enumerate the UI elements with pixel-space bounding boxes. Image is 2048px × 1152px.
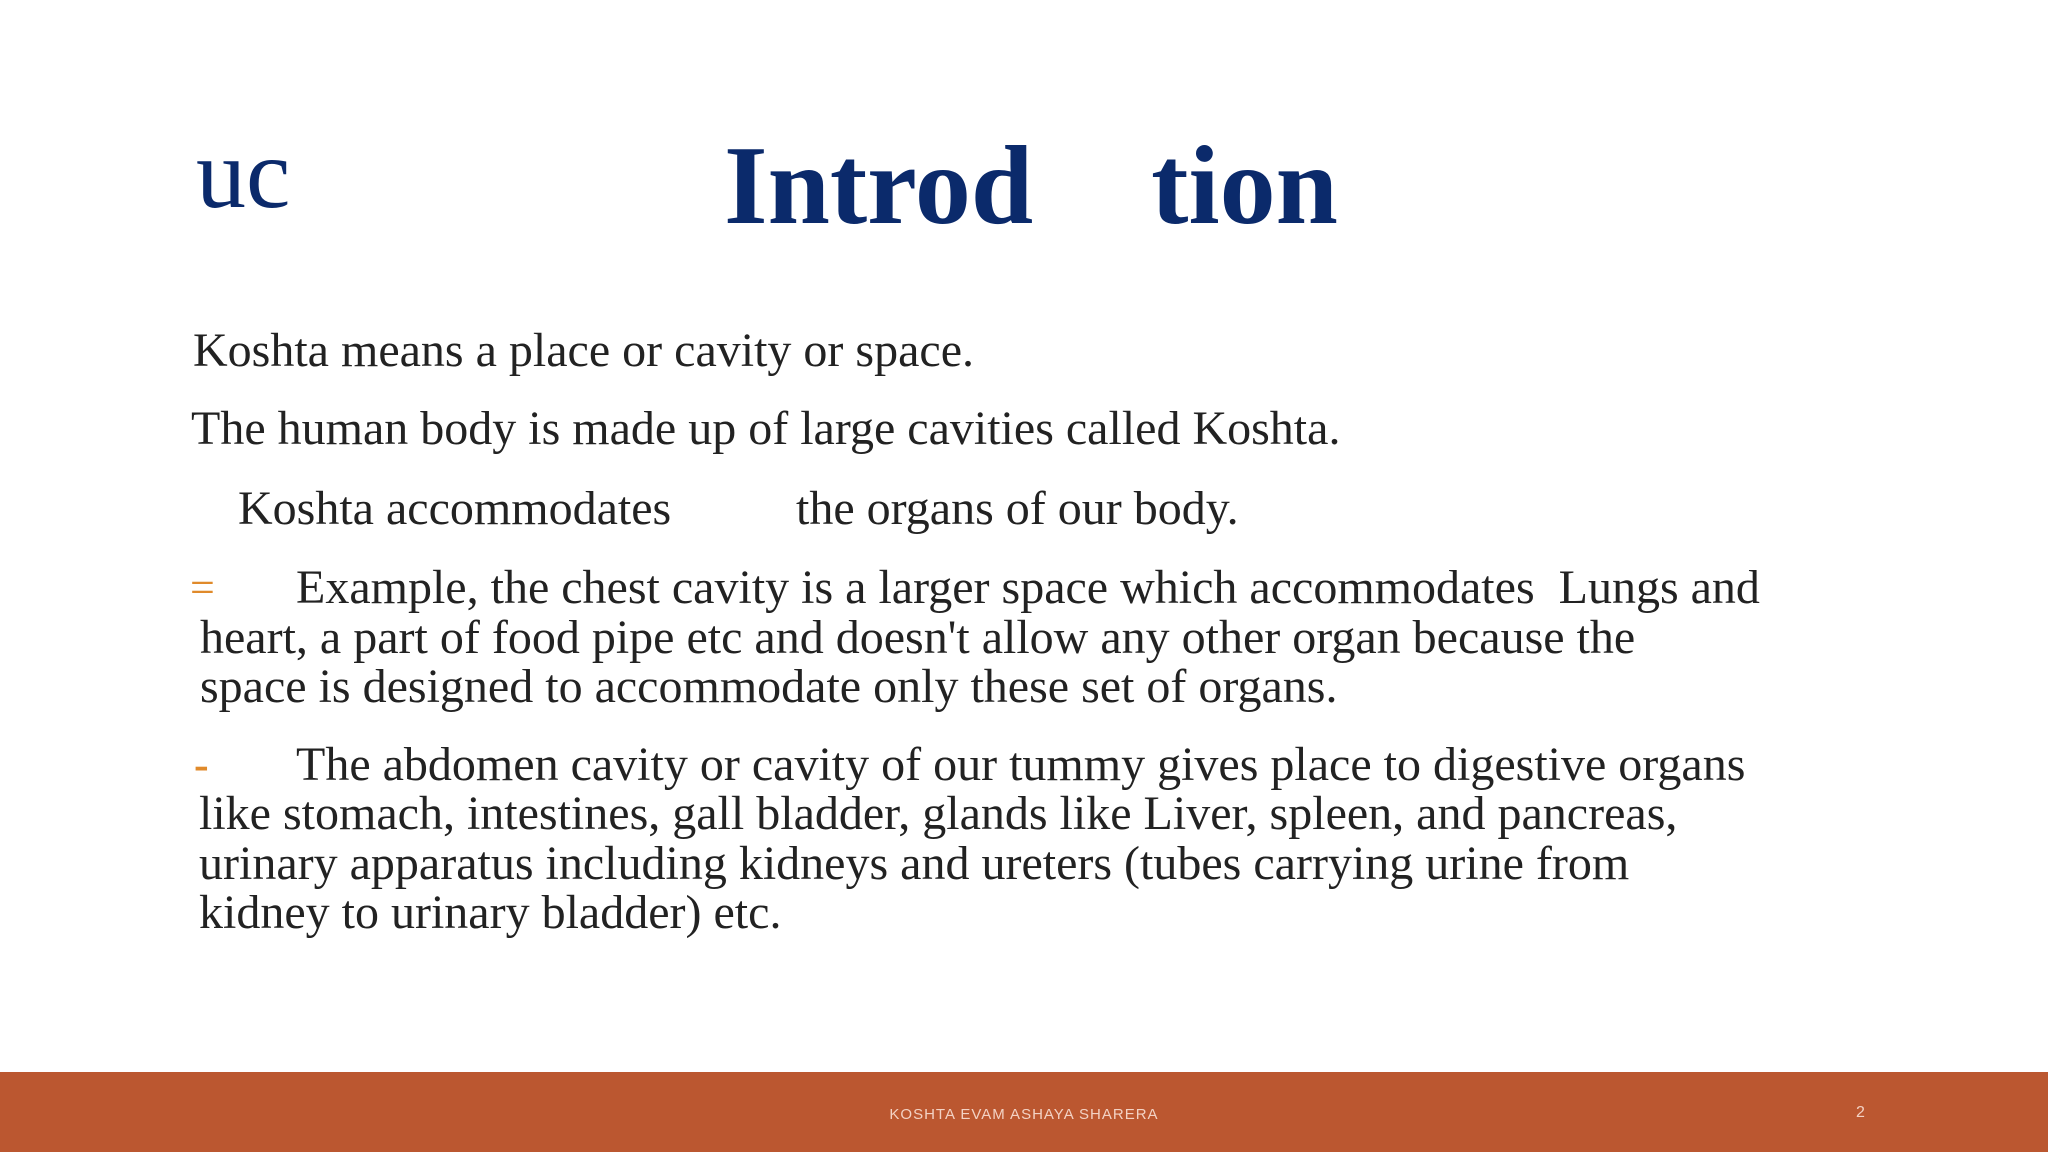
bullet-1-line-1: Example, the chest cavity is a larger space which accommodates Lungs and bbox=[296, 561, 1760, 614]
bullet-2-line-3: urinary apparatus including kidneys and ureters (tubes carrying urine from bbox=[199, 837, 1630, 890]
bullet-1-line-3: space is designed to accommodate only these set of organs. bbox=[200, 660, 1338, 713]
bullet-marker-1: = bbox=[190, 563, 215, 612]
page-number: 2 bbox=[1856, 1104, 1865, 1121]
bullet-2-line-1: The abdomen cavity or cavity of our tummy gives place to digestive organs bbox=[296, 738, 1746, 791]
paragraph-3b: the organs of our body. bbox=[796, 482, 1239, 535]
bullet-marker-2: - bbox=[194, 740, 209, 789]
footer-bar bbox=[0, 1072, 2048, 1152]
title-part-2: tion bbox=[1151, 124, 1338, 248]
footer-text: KOSHTA EVAM ASHAYA SHARERA bbox=[889, 1106, 1159, 1123]
slide-title bbox=[724, 124, 1338, 248]
title-fragment: uc bbox=[196, 118, 291, 229]
paragraph-3a: Koshta accommodates bbox=[238, 482, 672, 535]
paragraph-1: Koshta means a place or cavity or space. bbox=[193, 324, 975, 377]
title-part-1: Introd bbox=[724, 124, 1034, 248]
bullet-2-line-4: kidney to urinary bladder) etc. bbox=[199, 886, 782, 939]
bullet-1-line-2: heart, a part of food pipe etc and doesn't allow any other organ because the bbox=[200, 611, 1636, 664]
paragraph-2: The human body is made up of large cavities called Koshta. bbox=[191, 402, 1341, 455]
bullet-2-line-2: like stomach, intestines, gall bladder, glands like Liver, spleen, and pancreas, bbox=[199, 787, 1678, 840]
